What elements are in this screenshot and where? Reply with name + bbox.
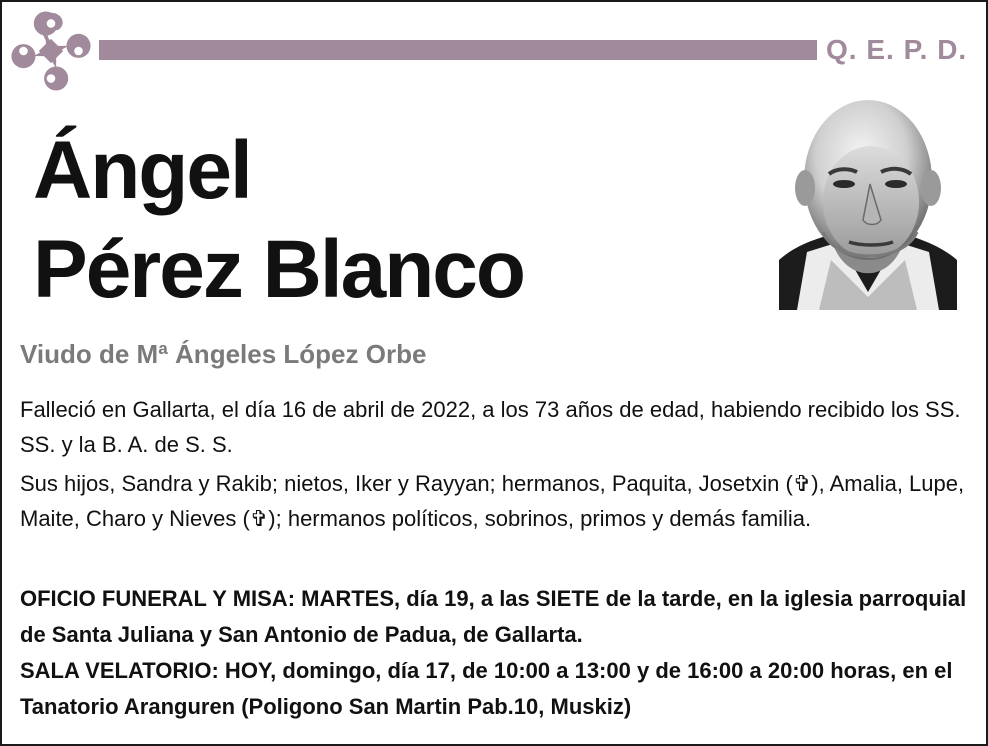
header-bar — [99, 40, 817, 60]
wake-paragraph — [20, 653, 970, 725]
death-paragraph — [20, 392, 970, 462]
relation-subtitle: Viudo de Mª Ángeles López Orbe — [20, 339, 427, 369]
deceased-last-name: Pérez Blanco — [33, 224, 524, 315]
portrait-photo — [779, 92, 957, 310]
funeral-text: OFICIO FUNERAL Y MISA: MARTES, día 19, a las SIETE de la tarde, en la iglesia parroquial de Santa Juliana y San Antonio de Padua, de Gallarta. — [20, 586, 967, 647]
family-paragraph — [20, 466, 970, 536]
wake-text: SALA VELATORIO: HOY, domingo, día 17, de 10:00 a 13:00 y de 16:00 a 20:00 horas, en el Tanatorio Aranguren (Poligono San Martin Pab.10, Muskiz) — [20, 658, 953, 719]
lauburu-icon — [8, 8, 94, 94]
death-text: Falleció en Gallarta, el día 16 de abril de 2022, a los 73 años de edad, habiendo recibido los SS. SS. y la B. A. de S. S. — [20, 397, 961, 457]
deceased-first-name: Ángel — [33, 125, 251, 216]
qepd-label: Q. E. P. D. — [826, 34, 968, 65]
funeral-paragraph — [20, 581, 970, 653]
family-text: Sus hijos, Sandra y Rakib; nietos, Iker y Rayyan; hermanos, Paquita, Josetxin (✞), Amalia, Lupe, Maite, Charo y Nieves (✞); hermanos políticos, sobrinos, primos y demás familia. — [20, 471, 965, 531]
